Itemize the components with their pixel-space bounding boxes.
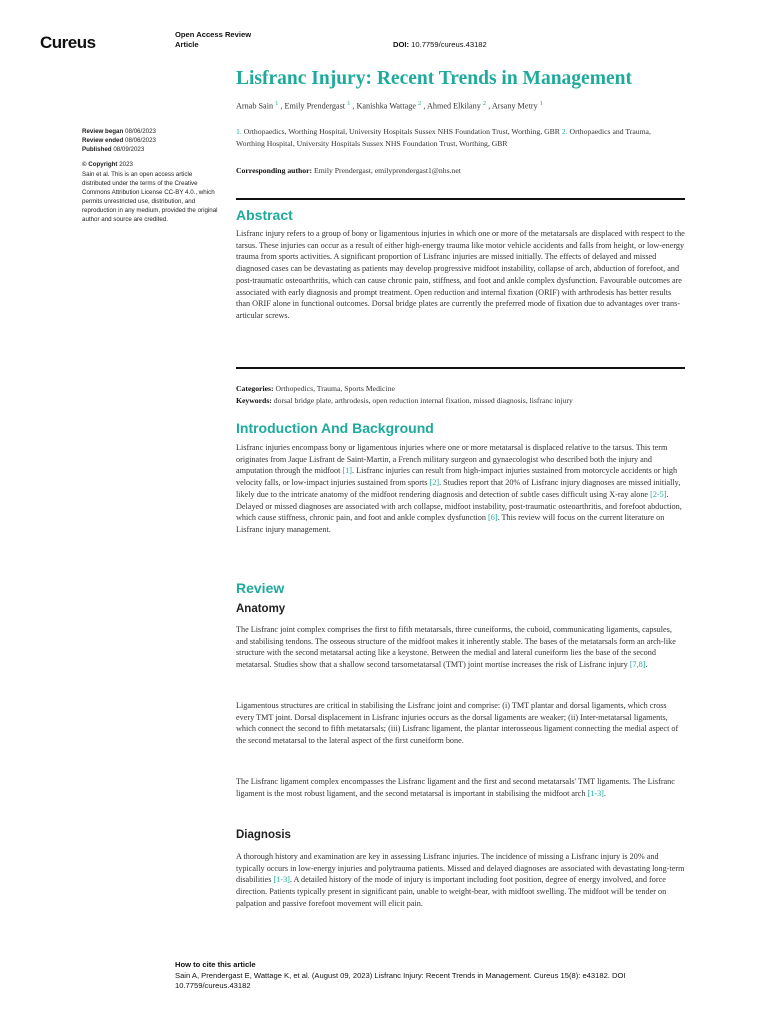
affiliation-number: 2. — [561, 127, 568, 136]
article-type — [175, 30, 251, 50]
citation-link[interactable]: [1] — [342, 466, 352, 476]
anatomy-paragraph: The Lisfranc ligament complex encompasses the Lisfranc ligament and the first and second metatarsals' TMT ligaments. The Lisfranc ligament is the most robust ligament, and the second metatarsal is important in stabilising the midfoot arch [1-3]. — [236, 777, 675, 798]
article-type-line1: Open Access Review — [175, 30, 252, 39]
published-date: 08/09/2023 — [113, 146, 145, 153]
anatomy-paragraph: The Lisfranc joint complex comprises the first to fifth metatarsals, three cuneiforms, the cuboid, communicating ligaments, capsules, and stabilising tendons. The osseous structure of the midfoot makes it inherently stable. The bases of the metatarsals form an arch-like structure with the second metatarsal acting like a keystone. Between the medial and lateral cuneiform lies the base of the second metatarsal. Studies show that a shallow second tarsometatarsal (TMT) joint mortise increases the risk of Lisfranc injury [7,8]. — [236, 625, 676, 670]
published-row — [82, 145, 222, 154]
published-label: Published — [82, 146, 112, 153]
doi-label: DOI: — [393, 40, 410, 49]
article-type-line2: Article — [175, 40, 199, 49]
abstract-heading: Abstract — [236, 207, 293, 223]
article-title: Lisfranc Injury: Recent Trends in Management — [236, 68, 632, 89]
keywords-label: Keywords: — [236, 395, 272, 405]
citation-link[interactable]: [2-5] — [650, 489, 667, 499]
introduction-paragraph: Lisfranc injuries encompass bony or ligamentous injuries where one or more metatarsal is displaced relative to the tarsus. This term originates from Jaque Lisfrant de Saint-Martin, a French military surgeon and gynaecologist who described both the injury and amputation through the midfoot [1]. Lisfranc injuries can result from high-impact injuries sustained from motorcycle accidents or high velocity falls, or low-impact injuries sustained from sports [2]. Studies report that 20% of Lisfranc injury diagnoses are missed initially, likely due to the intricate anatomy of the midfoot rendering diagnosis and detection of subtle cases difficult using X-ray alone [2-5]. Delayed or missed diagnoses are associated with arch collapse, midfoot instability, post-traumatic osteoarthritis, and forefoot abduction, which cause stiffness, chronic pain, and foot and ankle complex dysfunction [6]. This review will focus on the current literature on Lisfranc injury management. — [236, 443, 682, 534]
affiliation-text: Orthopaedics and Trauma, Worthing Hospital, University Hospitals Sussex NHS Foundation Trust, Worthing, GBR — [236, 127, 651, 148]
author-affiliation-number: 1 — [539, 100, 543, 107]
citation-link[interactable]: [1-3] — [587, 788, 604, 798]
section-divider — [236, 198, 685, 200]
copyright-label: © Copyright — [82, 161, 118, 168]
citation-link[interactable]: [2] — [429, 478, 440, 488]
author-name[interactable]: Arsany Metry — [491, 101, 538, 111]
journal-logo[interactable]: Cureus — [40, 33, 96, 52]
author-affiliation-number: 1 — [275, 100, 279, 107]
diagnosis-heading: Diagnosis — [236, 829, 291, 841]
diagnosis-paragraph: A thorough history and examination are key in assessing Lisfranc injuries. The incidence of missing a Lisfranc injury is 20% and typically occurs in low-energy injuries and polytrauma patients. Missed and delayed diagnoses are associated with devastating long-term disabilities [1-3]. A detailed history of the mode of injury is important including foot position, degree of energy involved, and force direction. Patients typically present in significant pain, unable to weight-bear, with midfoot swelling. The midfoot will be tender on palpation and passive forefoot movement will elicit pain. — [236, 852, 685, 908]
review-began-date: 08/06/2023 — [125, 128, 156, 135]
categories-value[interactable]: Orthopedics, Trauma, Sports Medicine — [275, 384, 395, 393]
citation-link[interactable]: [1-3] — [273, 875, 290, 885]
doi-header — [393, 40, 487, 49]
article-metadata-sidebar — [82, 127, 222, 224]
how-to-cite-heading: How to cite this article — [175, 960, 256, 969]
copyright-row — [82, 160, 222, 169]
author-name[interactable]: Kanishka Wattage — [356, 101, 416, 111]
review-began-row — [82, 127, 222, 136]
author-affiliation-number: 1 — [347, 100, 351, 107]
affiliation-text: Orthopaedics, Worthing Hospital, University Hospitals Sussex NHS Foundation Trust, Worthing, GBR — [243, 127, 560, 136]
doi-value[interactable]: 10.7759/cureus.43182 — [411, 40, 487, 49]
copyright-year: 2023 — [119, 161, 133, 168]
anatomy-heading: Anatomy — [236, 603, 286, 615]
author-list: Arnab Sain $^1$ , Emily Prendergast $^1$ , Kanishka Wattage $^2$ , Ahmed Elkilany $^2$ , Arsany Metry $^1$ — [236, 100, 543, 111]
categories-keywords — [236, 383, 685, 406]
author-name[interactable]: Ahmed Elkilany — [426, 101, 481, 111]
citation-text: Sain A, Prendergast E, Wattage K, et al. (August 09, 2023) Lisfranc Injury: Recent Trends in Management. Cureus 15(8): e43182. DOI 10.7759/cureus.43182 — [175, 970, 626, 990]
author-affiliation-number: 2 — [482, 100, 487, 107]
anatomy-paragraph: Ligamentous structures are critical in stabilising the Lisfranc joint and comprise: (i) TMT plantar and dorsal ligaments, which cross every TMT joint. Dorsal displacement in Lisfranc injuries occurs as the dorsal ligaments are weaker; (ii) Inter-metatarsal ligaments, which connect the second to fifth metatarsals; (iii) Lisfranc ligament, the plantar interosseous ligament connecting the medial aspect of the second metatarsal to the lateral aspect of the first cuneiform bone. — [236, 701, 679, 746]
review-ended-label: Review ended — [82, 137, 124, 144]
keywords-row — [236, 395, 685, 407]
citation-link[interactable]: [7,8] — [629, 660, 646, 670]
categories-row — [236, 383, 685, 395]
affiliations — [236, 126, 676, 149]
categories-label: Categories: — [236, 384, 274, 393]
review-heading: Review — [236, 580, 285, 596]
author-affiliation-number: 2 — [418, 100, 422, 107]
introduction-heading: Introduction And Background — [236, 420, 434, 436]
license-text: Sain et al. This is an open access article distributed under the terms of the Creative Commons Attribution License CC-BY 4.0., which permits unrestricted use, distribution, and reproduction in any medium, provided the original author and source are credited. — [82, 171, 218, 223]
keywords-value: dorsal bridge plate, arthrodesis, open reduction internal fixation, missed diagnosis, lisfranc injury — [273, 395, 573, 405]
section-divider — [236, 367, 685, 369]
affiliation-number: 1. — [236, 127, 242, 136]
corresponding-label: Corresponding author: — [236, 166, 313, 175]
review-ended-row — [82, 136, 222, 145]
review-began-label: Review began — [82, 128, 124, 135]
how-to-cite — [175, 960, 695, 992]
corresponding-author — [236, 166, 461, 175]
citation-link[interactable]: [6] — [488, 513, 498, 523]
author-name[interactable]: Emily Prendergast — [284, 101, 346, 111]
author-name[interactable]: Arnab Sain — [236, 101, 274, 111]
review-ended-date: 08/06/2023 — [125, 137, 156, 144]
corresponding-value[interactable]: Emily Prendergast, emilyprendergast1@nhs.net — [314, 166, 461, 175]
abstract-text: Lisfranc injury refers to a group of bony or ligamentous injuries in which one or more of the metatarsals are displaced with respect to the tarsus. These injuries can occur as a result of either high-energy trauma like motor vehicle accidents and falls from height, or low-energy trauma from sports activities. A significant proportion of Lisfranc injuries are missed initially. The effects of delayed and missed diagnosed cases can be devastating as patients may develop progressive midfoot instability, collapse of arch, abduction of forefoot, and post-traumatic osteoarthritis, which can cause chronic pain, stiffness, and foot and ankle complex dysfunction. Favourable outcomes are associated with early diagnosis and prompt treatment. Open reduction and internal fixation (ORIF) with arthrodesis has better results than ORIF alone in functional outcomes. Dorsal bridge plates are currently the preferred mode of fixation due to advantages over trans-articular screws. — [236, 229, 685, 320]
